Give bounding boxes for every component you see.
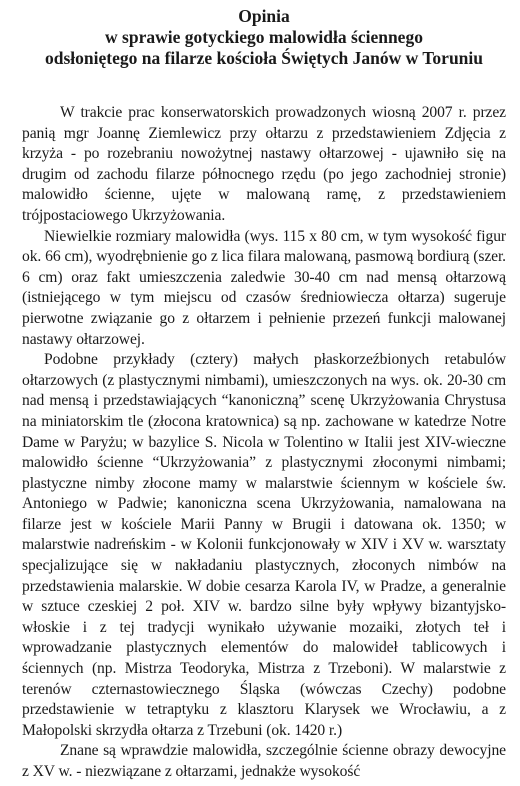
title-line-1: Opinia [238,6,290,26]
document-title [22,6,506,69]
paragraph-3: Podobne przykłady (cztery) małych płaskorzeźbionych retabulów ołtarzowych (z plastycznymi nimbami), umieszczonych na wys. ok. 20-30 cm nad mensą i przedstawiających “kanoniczną” scenę Ukrzyżowania Chrystusa na miniatorskim tle (złocona kratownica) są np. zachowane w katedrze Notre Dame w Paryżu; w bazylice S. Nicola w Tolentino w Italii jest XIV-wieczne malowidło ścienne “Ukrzyżowania” z plastycznymi złoconymi nimbami; plastyczne nimby złocone mamy w malarstwie ściennym w kościele św. Antoniego w Padwie; kanoniczna scena Ukrzyżowania, namalowana na filarze jest w kościele Marii Panny w Brugii i datowana ok. 1350; w malarstwie nadreńskim - w Kolonii funkcjonowały w XIV i XV w. warsztaty specjalizujące się w nakładaniu plastycznych, złoconych nimbów na przedstawienia malarskie. W dobie cesarza Karola IV, w Pradze, a generalnie w sztuce czeskiej 2 poł. XIV w. bardzo silne były wpływy bizantyjsko-włoskie i z tej tradycji wynikało używanie mozaiki, złotych teł i wprowadzanie plastycznych elementów do malowideł tablicowych i ściennych (np. Mistrza Teodoryka, Mistrza z Trzeboni). W malarstwie z terenów czternastowiecznego Śląska (wówczas Czechy) podobne przedstawienie w tetraptyku z klasztoru Klarysek we Wrocławiu, a z Małopolski skrzydła ołtarza z Trzebuni (ok. 1420 r.) [22,351,506,739]
paragraph-2: Niewielkie rozmiary malowidła (wys. 115 x 80 cm, w tym wysokość figur ok. 66 cm), wyodrębnienie go z lica filara malowaną, pasmową bordiurą (szer. 6 cm) oraz fakt umieszczenia zaledwie 30-40 cm nad mensą ołtarzową (istniejącego w tym miejscu od czasów średniowiecza ołtarza) sugeruje pierwotne związanie go z ołtarzem i pełnienie przezeń funkcji malowanej nastawy ołtarzowej. [22,227,506,348]
paragraph-4: Znane są wprawdzie malowidła, szczególnie ścienne obrazy dewocyjne z XV w. - niezwiązane z ołtarzami, jednakże wysokość [22,742,506,780]
paragraph-1: W trakcie prac konserwatorskich prowadzonych wiosną 2007 r. przez panią mgr Joannę Ziemlewicz przy ołtarzu z przedstawieniem Zdjęcia z krzyża - po rozebraniu nowożytnej nastawy ołtarzowej - ujawniło się na drugim od zachodu filarze północnego rzędu (po jego zachodniej stronie) malowidło ścienne, ujęte w malowaną ramę, z przedstawieniem trójpostaciowego Ukrzyżowania. [22,104,506,224]
title-line-3: odsłoniętego na filarze kościoła Świętych Janów w Toruniu [44,48,484,68]
document-body [22,103,506,783]
title-line-2: w sprawie gotyckiego malowidła ściennego [105,27,423,47]
